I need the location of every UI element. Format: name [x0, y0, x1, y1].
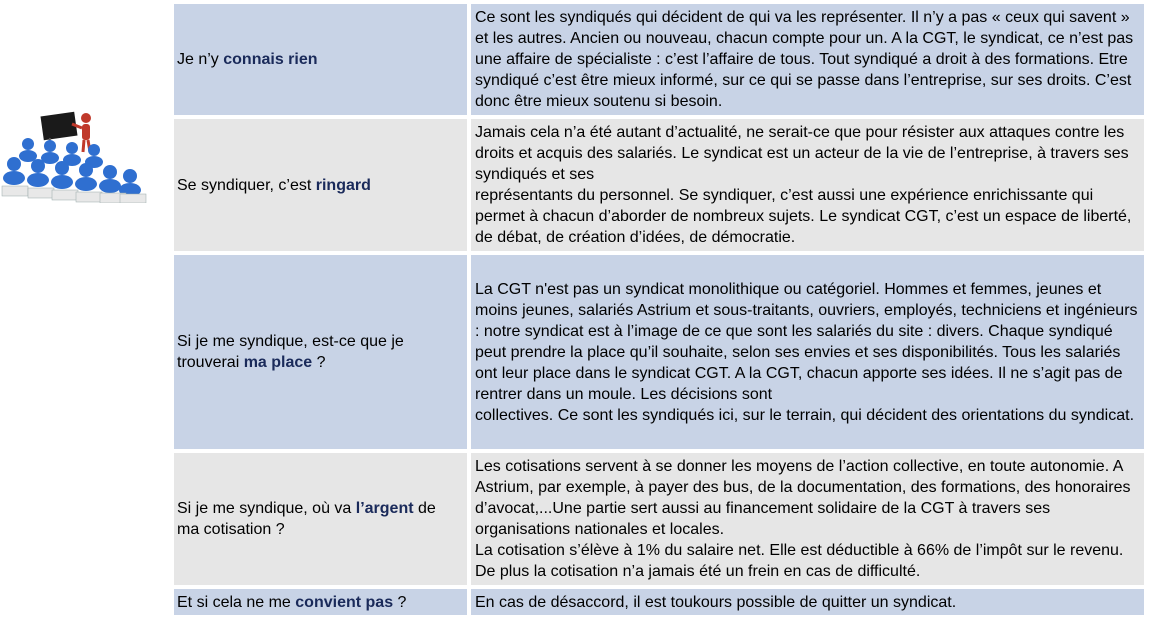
faq-answer: Ce sont les syndiqués qui décident de qui va les représenter. Il n’y a pas « ceux qui savent » et les autres. Ancien ou nouveau, chacun compte pour un. A la CGT, le syndicat, ce n’est pas une affaire de spécialiste : c’est l’affaire de tous. Tout syndiqué a droit à des formations. Etre syndiqué c’est être mieux informé, sur ce qui se passe dans l’entreprise, sur ses droits. C’est donc être mieux soutenu si besoin.: [467, 4, 1144, 119]
faq-question: Si je me syndique, est-ce que je trouverai ma place ?: [174, 255, 467, 453]
faq-answer: Jamais cela n’a été autant d’actualité, ne serait-ce que pour résister aux attaques contre les droits et acquis des salariés. Le syndicat est un acteur de la vie de l’entreprise, à travers ses syndiqués et ses représentants du personnel. Se syndiquer, c’est aussi une expérience enrichissante qui permet à chacun d’aborder de nombreux sujets. Le syndicat CGT, c’est un espace de liberté, de débat, de création d’idées, de démocratie.: [467, 119, 1144, 255]
faq-question: Se syndiquer, c’est ringard: [174, 119, 467, 255]
faq-question: Je n’y connais rien: [174, 4, 467, 119]
faq-answer: La CGT n'est pas un syndicat monolithique ou catégoriel. Hommes et femmes, jeunes et moins jeunes, salariés Astrium et sous-traitants, ouvriers, employés, techniciens et ingénieurs : notre syndicat est à l’image de ce que sont les salariés du site : divers. Chaque syndiqué peut prendre la place qu’il souhaite, selon ses envies et ses disponibilités. Tous les salariés ont leur place dans le syndicat CGT. A la CGT, chacun apporte ses idées. Il ne s’agit pas de rentrer dans un moule. Les décisions sont collectives. Ce sont les syndiqués ici, sur le terrain, qui décident des orientations du syndicat.: [467, 255, 1144, 453]
faq-row: [174, 119, 1144, 255]
faq-row: [174, 589, 1144, 619]
faq-row: [174, 453, 1144, 589]
faq-row: [174, 255, 1144, 453]
faq-question: Si je me syndique, où va l’argent de ma cotisation ?: [174, 453, 467, 589]
faq-answer: Les cotisations servent à se donner les moyens de l’action collective, en toute autonomie. A Astrium, par exemple, à payer des bus, de la documentation, des formations, des honoraires d’avocat,...Une partie sert aussi au financement solidaire de la CGT à travers ses organisations nationales et locales. La cotisation s’élève à 1% du salaire net. Elle est déductible à 66% de l’impôt sur le revenu. De plus la cotisation n’a jamais été un frein en cas de difficulté.: [467, 453, 1144, 589]
faq-table: [174, 4, 1144, 619]
faq-question: Et si cela ne me convient pas ?: [174, 589, 467, 619]
faq-row: [174, 4, 1144, 119]
teacher-with-students-icon: [0, 108, 150, 203]
faq-answer: En cas de désaccord, il est toukours possible de quitter un syndicat.: [467, 589, 1144, 619]
